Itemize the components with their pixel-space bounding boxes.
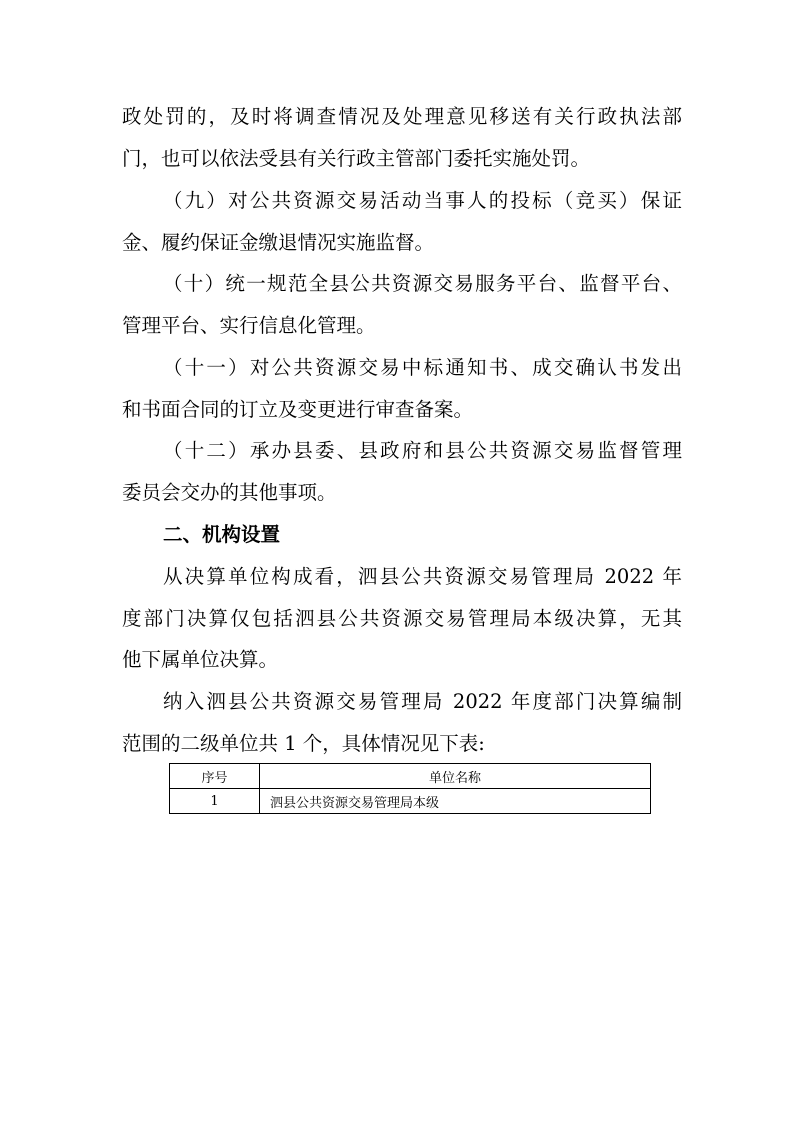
section-heading: 二、机构设置 <box>163 523 281 546</box>
paragraph-line: （九）对公共资源交易活动当事人的投标（竞买）保证 <box>163 189 682 212</box>
column-header-unit-name: 单位名称 <box>260 764 651 789</box>
paragraph-line: 管理平台、实行信息化管理。 <box>122 314 376 337</box>
paragraph-line: 和书面合同的订立及变更进行审查备案。 <box>122 398 474 421</box>
table-row <box>170 789 651 814</box>
column-header-index: 序号 <box>170 764 260 789</box>
table-cell-unit-name: 泗县公共资源交易管理局本级 <box>260 789 651 814</box>
table-cell-index: 1 <box>170 789 260 814</box>
paragraph-line: 范围的二级单位共 1 个，具体情况见下表: <box>122 732 485 755</box>
paragraph-line: （十一）对公共资源交易中标通知书、成交确认书发出 <box>163 356 682 379</box>
paragraph-line: 金、履约保证金缴退情况实施监督。 <box>122 231 435 254</box>
paragraph-line: （十二）承办县委、县政府和县公共资源交易监督管理 <box>163 439 682 462</box>
paragraph-line: 门，也可以依法受县有关行政主管部门委托实施处罚。 <box>122 147 591 170</box>
paragraph-line: 纳入泗县公共资源交易管理局 2022 年度部门决算编制 <box>163 690 682 713</box>
paragraph-line: 从决算单位构成看，泗县公共资源交易管理局 2022 年 <box>163 565 682 588</box>
paragraph-line: 度部门决算仅包括泗县公共资源交易管理局本级决算，无其 <box>122 607 682 630</box>
table-header-row <box>170 764 651 789</box>
paragraph-line: 政处罚的，及时将调查情况及处理意见移送有关行政执法部 <box>122 105 682 128</box>
units-table <box>169 763 651 814</box>
paragraph-line: 他下属单位决算。 <box>122 648 279 671</box>
paragraph-line: 委员会交办的其他事项。 <box>122 481 337 504</box>
paragraph-line: （十）统一规范全县公共资源交易服务平台、监督平台、 <box>163 272 682 295</box>
